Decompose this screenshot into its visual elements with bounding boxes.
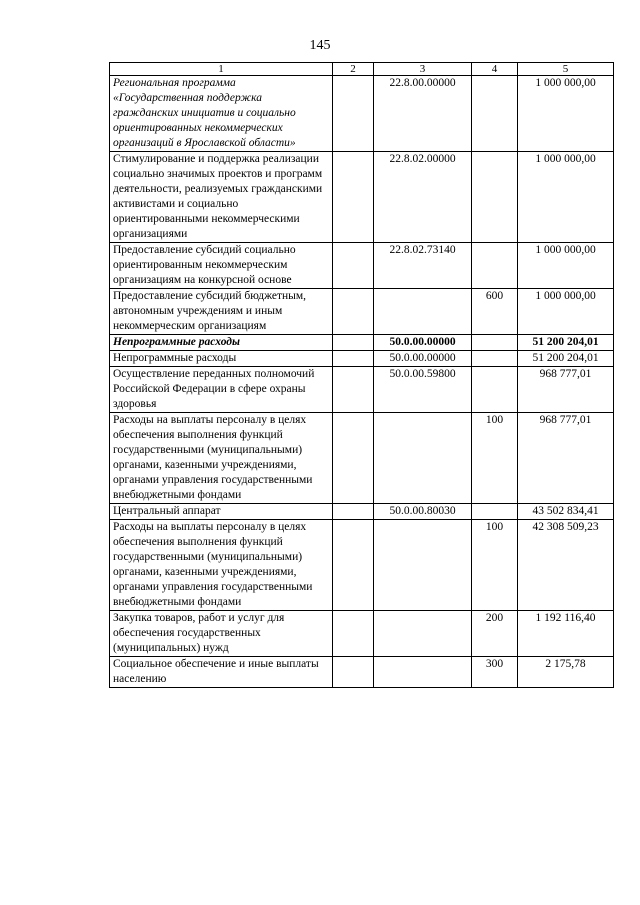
table-row bbox=[110, 504, 614, 520]
row-expense-type-cell bbox=[472, 367, 518, 413]
row-amount-cell: 1 000 000,00 bbox=[518, 289, 614, 335]
row-amount-cell: 1 192 116,40 bbox=[518, 611, 614, 657]
row-code-cell bbox=[374, 520, 472, 611]
column-header-2: 2 bbox=[333, 63, 374, 76]
row-expense-type-cell bbox=[472, 243, 518, 289]
column-header-1: 1 bbox=[110, 63, 333, 76]
row-name-cell: Стимулирование и поддержка реализации социально значимых проектов и программ деятельности, реализуемых гражданскими активистами и социально ориентированными некоммерческими организациями bbox=[110, 152, 333, 243]
row-amount-cell: 968 777,01 bbox=[518, 413, 614, 504]
row-admin-cell bbox=[333, 367, 374, 413]
row-admin-cell bbox=[333, 413, 374, 504]
table-row bbox=[110, 335, 614, 351]
row-amount-cell: 51 200 204,01 bbox=[518, 351, 614, 367]
row-code-cell bbox=[374, 289, 472, 335]
row-expense-type-cell: 200 bbox=[472, 611, 518, 657]
row-code-cell bbox=[374, 413, 472, 504]
row-admin-cell bbox=[333, 657, 374, 688]
table-row bbox=[110, 351, 614, 367]
row-code-cell: 22.8.02.00000 bbox=[374, 152, 472, 243]
row-admin-cell bbox=[333, 351, 374, 367]
column-header-4: 4 bbox=[472, 63, 518, 76]
row-expense-type-cell bbox=[472, 76, 518, 152]
row-code-cell: 22.8.02.73140 bbox=[374, 243, 472, 289]
table-row bbox=[110, 243, 614, 289]
row-expense-type-cell bbox=[472, 152, 518, 243]
row-code-cell: 50.0.00.00000 bbox=[374, 335, 472, 351]
row-name-cell: Центральный аппарат bbox=[110, 504, 333, 520]
row-amount-cell: 51 200 204,01 bbox=[518, 335, 614, 351]
row-expense-type-cell: 600 bbox=[472, 289, 518, 335]
row-name-cell: Предоставление субсидий бюджетным, автономным учреждениям и иным некоммерческим организациям bbox=[110, 289, 333, 335]
row-expense-type-cell: 300 bbox=[472, 657, 518, 688]
table-row bbox=[110, 367, 614, 413]
row-name-cell: Предоставление субсидий социально ориентированным некоммерческим организациям на конкурсной основе bbox=[110, 243, 333, 289]
table-row bbox=[110, 413, 614, 504]
row-name-cell: Региональная программа «Государственная поддержка гражданских инициатив и социально ориентированных некоммерческих организаций в Ярославской области» bbox=[110, 76, 333, 152]
row-amount-cell: 1 000 000,00 bbox=[518, 243, 614, 289]
row-code-cell: 50.0.00.80030 bbox=[374, 504, 472, 520]
table-row bbox=[110, 289, 614, 335]
table-row bbox=[110, 520, 614, 611]
table-row bbox=[110, 152, 614, 243]
row-amount-cell: 2 175,78 bbox=[518, 657, 614, 688]
row-admin-cell bbox=[333, 289, 374, 335]
row-expense-type-cell bbox=[472, 335, 518, 351]
row-amount-cell: 1 000 000,00 bbox=[518, 152, 614, 243]
row-expense-type-cell: 100 bbox=[472, 520, 518, 611]
row-amount-cell: 43 502 834,41 bbox=[518, 504, 614, 520]
row-code-cell bbox=[374, 611, 472, 657]
row-expense-type-cell: 100 bbox=[472, 413, 518, 504]
column-header-3: 3 bbox=[374, 63, 472, 76]
row-name-cell: Закупка товаров, работ и услуг для обеспечения государственных (муниципальных) нужд bbox=[110, 611, 333, 657]
row-admin-cell bbox=[333, 243, 374, 289]
row-code-cell: 50.0.00.59800 bbox=[374, 367, 472, 413]
row-name-cell: Расходы на выплаты персоналу в целях обеспечения выполнения функций государственными (муниципальными) органами, казенными учреждениями, органами управления государственными внебюджетными фондами bbox=[110, 520, 333, 611]
row-admin-cell bbox=[333, 152, 374, 243]
table-body bbox=[110, 76, 614, 688]
row-expense-type-cell bbox=[472, 504, 518, 520]
row-expense-type-cell bbox=[472, 351, 518, 367]
row-admin-cell bbox=[333, 611, 374, 657]
row-amount-cell: 968 777,01 bbox=[518, 367, 614, 413]
row-admin-cell bbox=[333, 76, 374, 152]
table-row bbox=[110, 76, 614, 152]
row-admin-cell bbox=[333, 520, 374, 611]
row-admin-cell bbox=[333, 335, 374, 351]
page-number: 145 bbox=[309, 38, 331, 53]
row-code-cell bbox=[374, 657, 472, 688]
row-name-cell: Осуществление переданных полномочий Российской Федерации в сфере охраны здоровья bbox=[110, 367, 333, 413]
row-name-cell: Непрограммные расходы bbox=[110, 351, 333, 367]
row-code-cell: 50.0.00.00000 bbox=[374, 351, 472, 367]
budget-table bbox=[109, 62, 614, 688]
table-row bbox=[110, 611, 614, 657]
row-name-cell: Социальное обеспечение и иные выплаты населению bbox=[110, 657, 333, 688]
row-admin-cell bbox=[333, 504, 374, 520]
row-code-cell: 22.8.00.00000 bbox=[374, 76, 472, 152]
column-header-5: 5 bbox=[518, 63, 614, 76]
row-name-cell: Непрограммные расходы bbox=[110, 335, 333, 351]
table-row bbox=[110, 657, 614, 688]
row-amount-cell: 42 308 509,23 bbox=[518, 520, 614, 611]
row-name-cell: Расходы на выплаты персоналу в целях обеспечения выполнения функций государственными (муниципальными) органами, казенными учреждениями, органами управления государственными внебюджетными фондами bbox=[110, 413, 333, 504]
table-header-row bbox=[110, 63, 614, 76]
row-amount-cell: 1 000 000,00 bbox=[518, 76, 614, 152]
